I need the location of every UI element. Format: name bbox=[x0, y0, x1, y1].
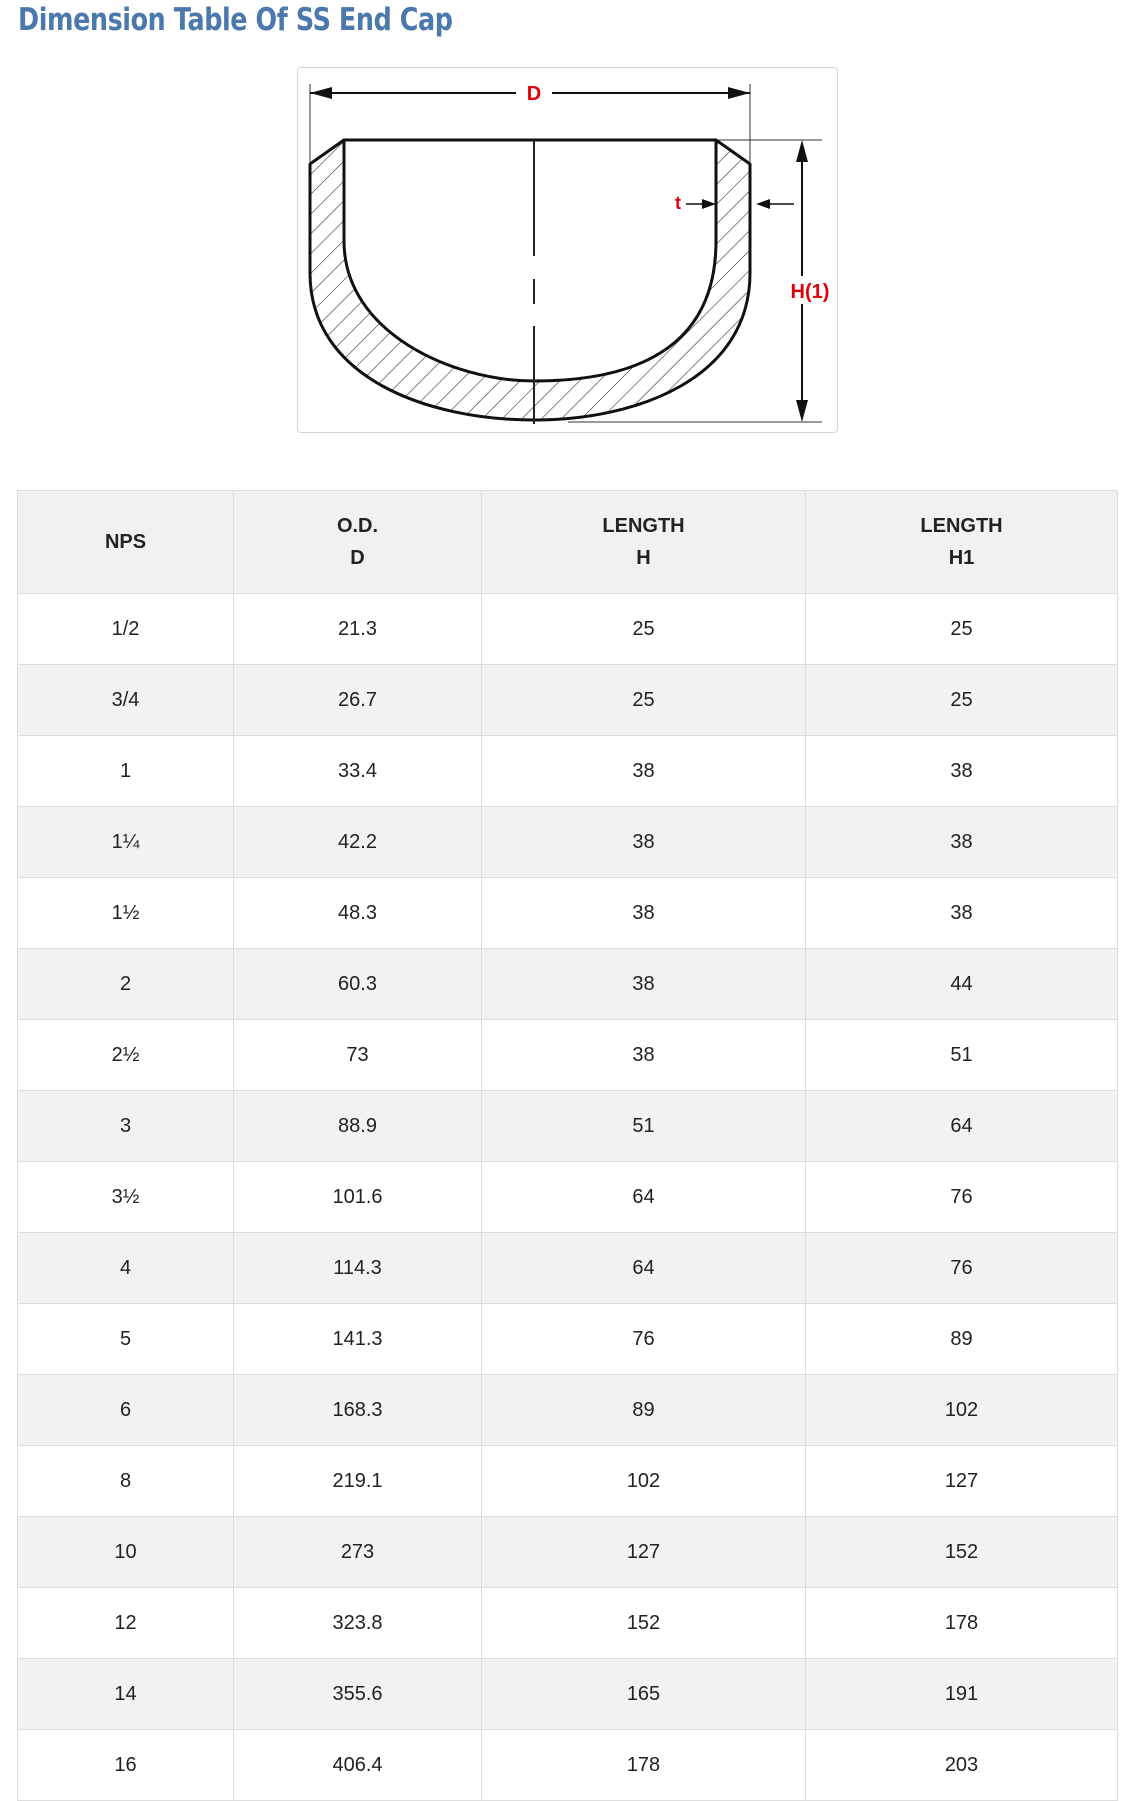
table-row bbox=[18, 1233, 1118, 1304]
cell-nps: 2½ bbox=[18, 1020, 234, 1091]
cell-nps: 10 bbox=[18, 1517, 234, 1588]
cell-length-h1: 127 bbox=[806, 1446, 1118, 1517]
cell-length-h: 38 bbox=[482, 949, 806, 1020]
cell-od: 26.7 bbox=[234, 665, 482, 736]
cell-nps: 14 bbox=[18, 1659, 234, 1730]
cell-nps: 2 bbox=[18, 949, 234, 1020]
cell-length-h1: 38 bbox=[806, 878, 1118, 949]
cell-length-h1: 76 bbox=[806, 1162, 1118, 1233]
cell-od: 48.3 bbox=[234, 878, 482, 949]
cell-length-h: 178 bbox=[482, 1730, 806, 1801]
diagram-label-h: H(1) bbox=[790, 281, 830, 303]
cap-section-shape bbox=[310, 140, 750, 420]
table-row bbox=[18, 1375, 1118, 1446]
cell-length-h1: 89 bbox=[806, 1304, 1118, 1375]
cell-length-h: 38 bbox=[482, 878, 806, 949]
cell-length-h: 38 bbox=[482, 736, 806, 807]
table-row bbox=[18, 1446, 1118, 1517]
table-row bbox=[18, 1304, 1118, 1375]
cell-nps: 3/4 bbox=[18, 665, 234, 736]
diagram-label-d: D bbox=[526, 83, 542, 105]
cell-length-h1: 76 bbox=[806, 1233, 1118, 1304]
page-title: Dimension Table Of SS End Cap bbox=[18, 2, 453, 38]
cell-length-h1: 25 bbox=[806, 594, 1118, 665]
header-od: O.D. D bbox=[234, 491, 482, 594]
cell-nps: 3 bbox=[18, 1091, 234, 1162]
table-row bbox=[18, 878, 1118, 949]
cell-nps: 1 bbox=[18, 736, 234, 807]
cell-length-h1: 44 bbox=[806, 949, 1118, 1020]
header-length-h: LENGTH H bbox=[482, 491, 806, 594]
cell-length-h: 64 bbox=[482, 1233, 806, 1304]
cell-length-h1: 152 bbox=[806, 1517, 1118, 1588]
header-length-h1: LENGTH H1 bbox=[806, 491, 1118, 594]
cell-nps: 6 bbox=[18, 1375, 234, 1446]
cell-length-h: 127 bbox=[482, 1517, 806, 1588]
cell-od: 273 bbox=[234, 1517, 482, 1588]
cell-od: 114.3 bbox=[234, 1233, 482, 1304]
cell-nps: 8 bbox=[18, 1446, 234, 1517]
cell-od: 60.3 bbox=[234, 949, 482, 1020]
cell-length-h1: 191 bbox=[806, 1659, 1118, 1730]
table-row bbox=[18, 1091, 1118, 1162]
table-row bbox=[18, 1020, 1118, 1091]
cell-nps: 12 bbox=[18, 1588, 234, 1659]
table-body bbox=[18, 594, 1118, 1801]
cell-length-h: 76 bbox=[482, 1304, 806, 1375]
table-row bbox=[18, 665, 1118, 736]
cell-length-h1: 38 bbox=[806, 736, 1118, 807]
table-row bbox=[18, 1162, 1118, 1233]
cell-length-h: 25 bbox=[482, 594, 806, 665]
dimension-table bbox=[17, 490, 1118, 1801]
cell-length-h1: 51 bbox=[806, 1020, 1118, 1091]
cell-od: 141.3 bbox=[234, 1304, 482, 1375]
cell-nps: 1/2 bbox=[18, 594, 234, 665]
cell-length-h: 102 bbox=[482, 1446, 806, 1517]
table-row bbox=[18, 1588, 1118, 1659]
table-header-row bbox=[18, 491, 1118, 594]
cell-od: 21.3 bbox=[234, 594, 482, 665]
cell-length-h1: 203 bbox=[806, 1730, 1118, 1801]
cell-length-h: 89 bbox=[482, 1375, 806, 1446]
cell-od: 73 bbox=[234, 1020, 482, 1091]
table-row bbox=[18, 594, 1118, 665]
cell-length-h1: 102 bbox=[806, 1375, 1118, 1446]
table-row bbox=[18, 1659, 1118, 1730]
table-row bbox=[18, 1730, 1118, 1801]
header-nps: NPS bbox=[18, 491, 234, 594]
cell-length-h: 38 bbox=[482, 807, 806, 878]
cell-length-h: 25 bbox=[482, 665, 806, 736]
cell-nps: 3½ bbox=[18, 1162, 234, 1233]
cell-nps: 1½ bbox=[18, 878, 234, 949]
cell-length-h: 152 bbox=[482, 1588, 806, 1659]
table-row bbox=[18, 736, 1118, 807]
cell-length-h1: 64 bbox=[806, 1091, 1118, 1162]
cell-length-h1: 25 bbox=[806, 665, 1118, 736]
cell-length-h1: 38 bbox=[806, 807, 1118, 878]
cell-od: 323.8 bbox=[234, 1588, 482, 1659]
cell-od: 406.4 bbox=[234, 1730, 482, 1801]
cell-length-h: 38 bbox=[482, 1020, 806, 1091]
cell-od: 88.9 bbox=[234, 1091, 482, 1162]
cell-od: 168.3 bbox=[234, 1375, 482, 1446]
cell-od: 101.6 bbox=[234, 1162, 482, 1233]
cell-od: 33.4 bbox=[234, 736, 482, 807]
diagram-label-t: t bbox=[675, 193, 681, 213]
cell-length-h: 64 bbox=[482, 1162, 806, 1233]
cell-length-h: 165 bbox=[482, 1659, 806, 1730]
cell-length-h1: 178 bbox=[806, 1588, 1118, 1659]
cell-nps: 4 bbox=[18, 1233, 234, 1304]
cell-od: 42.2 bbox=[234, 807, 482, 878]
table-row bbox=[18, 807, 1118, 878]
cell-length-h: 51 bbox=[482, 1091, 806, 1162]
cell-nps: 16 bbox=[18, 1730, 234, 1801]
cell-od: 355.6 bbox=[234, 1659, 482, 1730]
cell-od: 219.1 bbox=[234, 1446, 482, 1517]
cell-nps: 5 bbox=[18, 1304, 234, 1375]
cell-nps: 1¼ bbox=[18, 807, 234, 878]
table-row bbox=[18, 1517, 1118, 1588]
table-row bbox=[18, 949, 1118, 1020]
end-cap-diagram bbox=[297, 67, 838, 433]
